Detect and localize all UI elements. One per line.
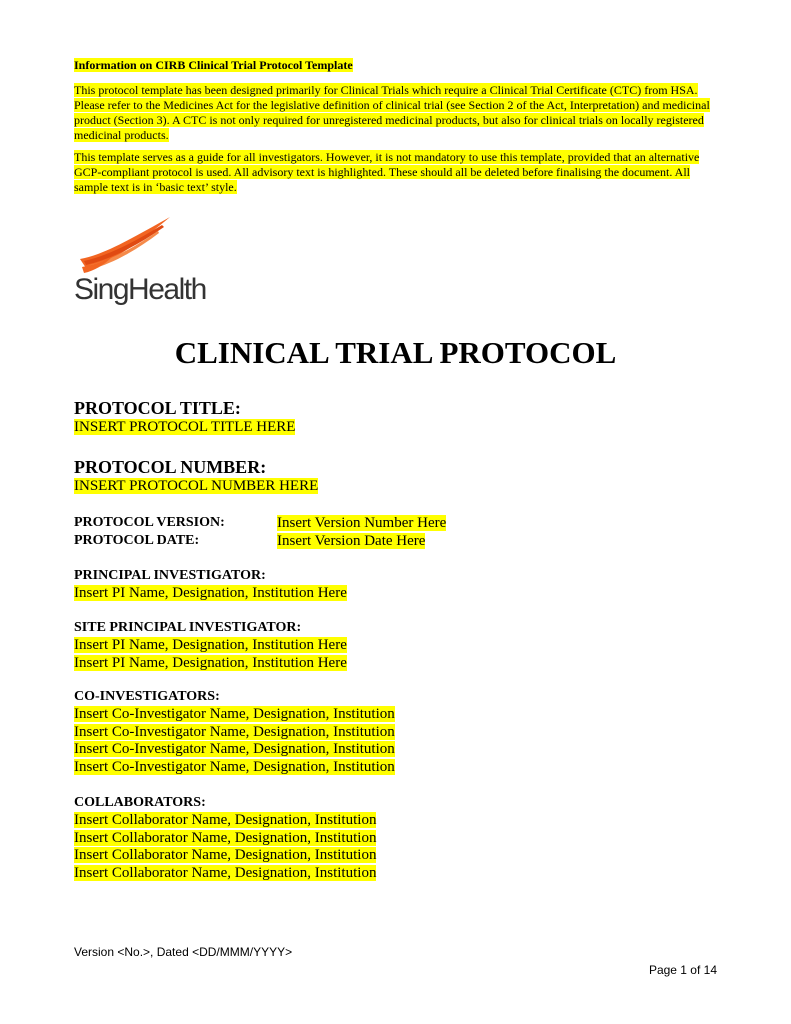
collaborator-line: Insert Collaborator Name, Designation, Institution	[74, 864, 377, 881]
info-paragraph-guide: This template serves as a guide for all investigators. However, it is not mandatory to use this template, provided that an alternative GCP-compliant protocol is used. All advisory text is highlighted. These should all be deleted before finalising the document. All sample text is in ‘basic text’ style.	[74, 150, 700, 194]
protocol-number-value: INSERT PROTOCOL NUMBER HERE	[74, 478, 319, 494]
footer-version: Version <No.>, Dated <DD/MMM/YYYY>	[74, 945, 293, 959]
logo-wordmark: SingHealth	[74, 273, 206, 306]
principal-investigator-label: PRINCIPAL INVESTIGATOR:	[74, 568, 266, 583]
protocol-number-label: PROTOCOL NUMBER:	[74, 457, 267, 477]
collaborator-line: Insert Collaborator Name, Designation, Institution	[74, 812, 377, 828]
site-pi-line: Insert PI Name, Designation, Institution Here	[74, 637, 347, 653]
protocol-title-value: INSERT PROTOCOL TITLE HERE	[74, 419, 296, 435]
collaborators-label: COLLABORATORS:	[74, 795, 206, 810]
co-investigator-line: Insert Co-Investigator Name, Designation, Institution	[74, 741, 395, 757]
template-information-block	[74, 58, 726, 202]
protocol-version-value: Insert Version Number Here	[277, 515, 447, 531]
principal-investigator-line: Insert PI Name, Designation, Institution Here	[74, 585, 347, 601]
document-title: CLINICAL TRIAL PROTOCOL	[174, 335, 617, 370]
collaborator-line: Insert Collaborator Name, Designation, Institution	[74, 829, 377, 846]
protocol-date-value: Insert Version Date Here	[277, 533, 426, 549]
protocol-date-label: PROTOCOL DATE:	[74, 533, 200, 548]
site-principal-investigator-section	[74, 619, 347, 672]
principal-investigator-section	[74, 567, 347, 603]
footer-page-number: Page 1 of 14	[648, 963, 717, 977]
co-investigator-line: Insert Co-Investigator Name, Designation, Institution	[74, 706, 395, 722]
swoosh-icon	[74, 215, 174, 277]
site-principal-investigator-label: SITE PRINCIPAL INVESTIGATOR:	[74, 620, 302, 635]
co-investigators-section	[74, 688, 395, 776]
protocol-version-label: PROTOCOL VERSION:	[74, 515, 225, 530]
singhealth-logo	[74, 215, 204, 310]
info-paragraph-ctc: This protocol template has been designed primarily for Clinical Trials which require a Clinical Trial Certificate (CTC) from HSA. Please refer to the Medicines Act for the legislative definition of clinical trial (see Section 2 of the Act, Interpretation) and medicinal product (Section 3). A CTC is not only required for unregistered medicinal products, but also for clinical trials on locally registered medicinal products.	[74, 83, 710, 142]
site-pi-line: Insert PI Name, Designation, Institution Here	[74, 654, 347, 671]
protocol-title-label: PROTOCOL TITLE:	[74, 398, 241, 418]
info-title: Information on CIRB Clinical Trial Protocol Template	[74, 58, 353, 72]
collaborators-section	[74, 794, 376, 882]
co-investigator-line: Insert Co-Investigator Name, Designation, Institution	[74, 723, 395, 740]
collaborator-line: Insert Collaborator Name, Designation, Institution	[74, 847, 377, 863]
co-investigators-label: CO-INVESTIGATORS:	[74, 689, 220, 704]
co-investigator-line: Insert Co-Investigator Name, Designation, Institution	[74, 758, 395, 775]
